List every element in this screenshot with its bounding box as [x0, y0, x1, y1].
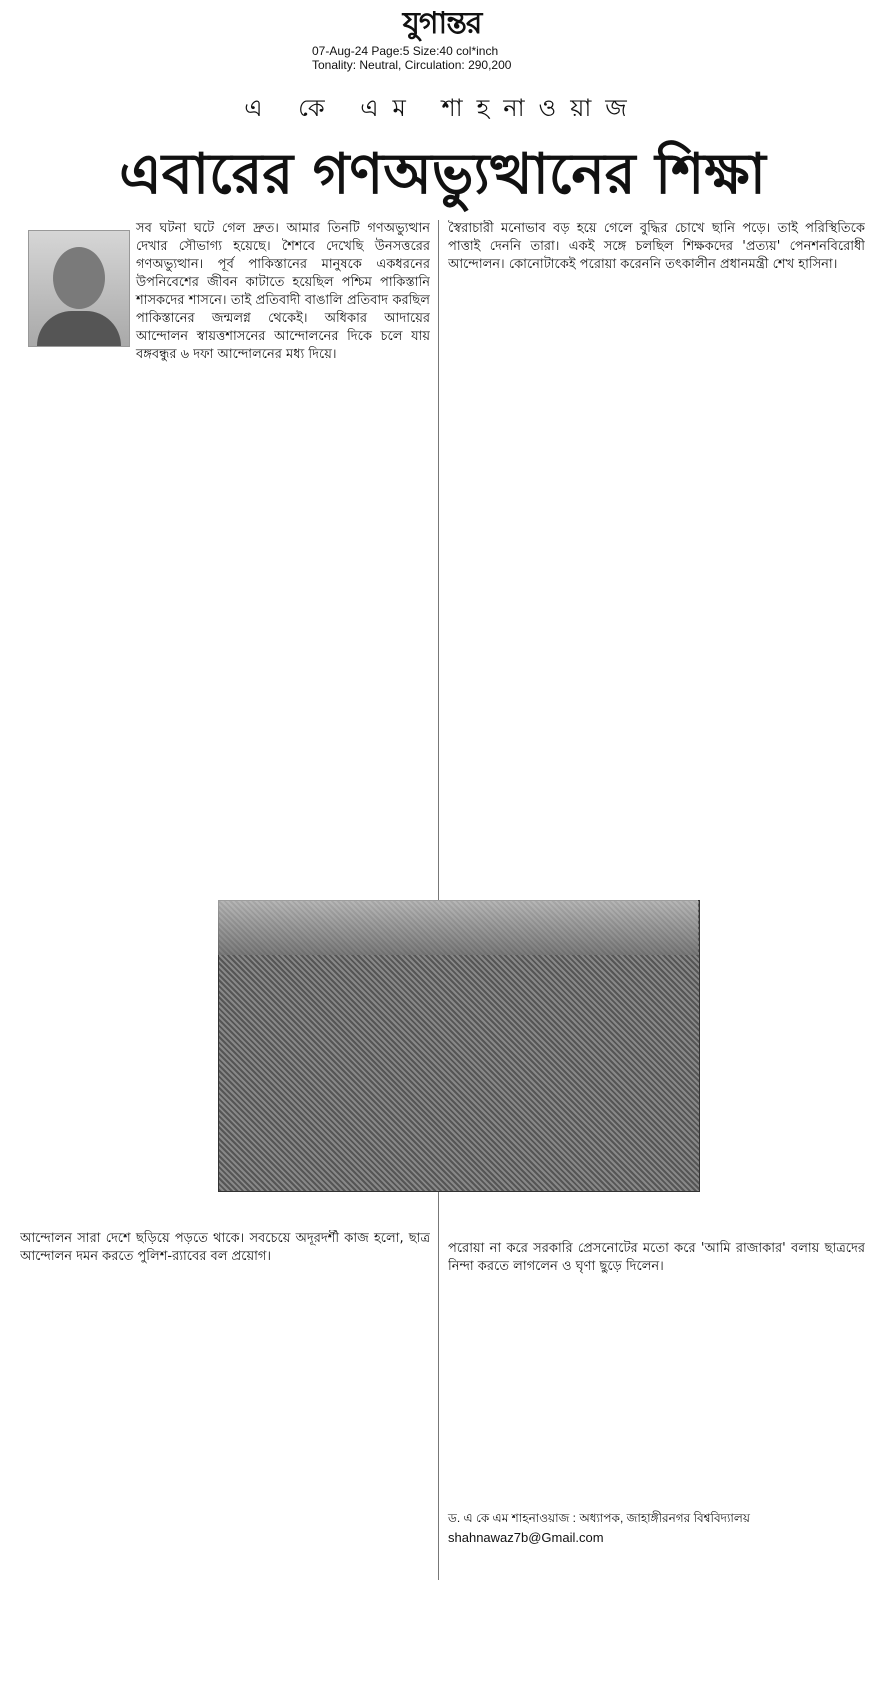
- newspaper-logo: যুগান্তর: [402, 6, 482, 41]
- article-headline: এবারের গণঅভ্যুত্থানের শিক্ষা: [119, 142, 766, 207]
- protest-crowd-image-top: [218, 900, 698, 955]
- lower-left-column: [20, 1230, 430, 1700]
- right-column: [448, 220, 865, 700]
- right-paragraph-1: স্বৈরাচারী মনোভাব বড় হয়ে গেলে বুদ্ধির চোখে ছানি পড়ে। তাই পরিস্থিতিকে পাত্তাই দেননি তারা। একই সঙ্গে চলছিল শিক্ষকদের 'প্রত্যয়' পেনশনবিরোধী আন্দোলন। কোনোটাকেই পরোয়া করেননি তৎকালীন প্রধানমন্ত্রী শেখ হাসিনা।: [448, 221, 865, 272]
- left-paragraph-1: সব ঘটনা ঘটে গেল দ্রুত। আমার তিনটি গণঅভ্যুত্থান দেখার সৌভাগ্য হয়েছে। শৈশবে দেখেছি উনসত্তরের গণঅভ্যুত্থান। পূর্ব পাকিস্তানের মানুষকে একধরনের উপনিবেশের জীবন কাটাতে হয়েছিল পশ্চিম পাকিস্তানি শাসকদের শাসনে। তাই প্রতিবাদী বাঙালি প্রতিবাদ করছিল পাকিস্তানের জন্মলগ্ন থেকেই। অধিকার আদায়ের আন্দোলন স্বায়ত্তশাসনের আন্দোলনের দিকে চলে যায় বঙ্গবন্ধুর ৬ দফা আন্দোলনের মধ্য দিয়ে।: [136, 221, 430, 362]
- left-column: [20, 220, 430, 1010]
- author-byline: এ কে এম শাহনাওয়াজ: [244, 94, 641, 122]
- article-body: [20, 220, 865, 1580]
- author-photo-head-icon: [53, 247, 105, 309]
- lower-right-paragraph-1: পরোয়া না করে সরকারি প্রেসনোটের মতো করে 'আমি রাজাকার' বলায় ছাত্রদের নিন্দা করতে লাগলেন ও ঘৃণা ছুড়ে দিলেন।: [448, 1241, 865, 1274]
- lower-right-column: [448, 1240, 865, 1670]
- author-email: shahnawaz7b@Gmail.com: [448, 1530, 604, 1545]
- author-photo: [28, 230, 130, 347]
- lower-left-paragraph-1: আন্দোলন সারা দেশে ছড়িয়ে পড়তে থাকে। সবচেয়ে অদূরদর্শী কাজ হলো, ছাত্র আন্দোলন দমন করতে পুলিশ-র‍্যাবের বল প্রয়োগ।: [20, 1231, 430, 1264]
- clipping-tonality-info: Tonality: Neutral, Circulation: 290,200: [312, 58, 512, 72]
- clipping-date-info: 07-Aug-24 Page:5 Size:40 col*inch: [312, 44, 499, 58]
- author-photo-shoulders-icon: [37, 311, 121, 346]
- author-signature: ড. এ কে এম শাহনাওয়াজ : অধ্যাপক, জাহাঙ্গীরনগর বিশ্ববিদ্যালয়: [448, 1511, 750, 1525]
